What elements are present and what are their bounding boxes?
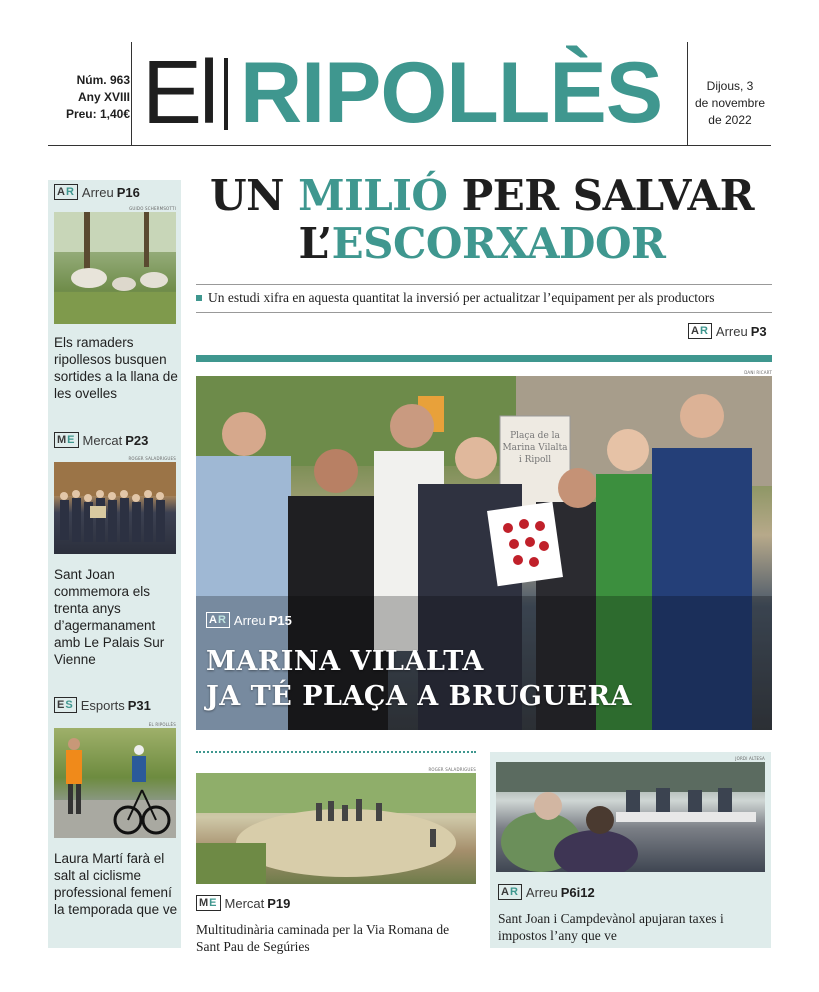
- section-tag-arreu[interactable]: [54, 184, 140, 200]
- page-ref: P6i12: [560, 884, 595, 900]
- sidebar-story-text[interactable]: Laura Martí farà el salt al ciclisme professional femení la temporada que ve: [54, 851, 178, 917]
- page-ref: P23: [125, 432, 149, 448]
- sign-text: Plaça de la: [510, 431, 560, 441]
- issue-price: Preu: 1,40€: [65, 107, 130, 121]
- date-line-1: Dijous, 3: [706, 79, 754, 93]
- page-ref: P31: [127, 697, 151, 713]
- section-tag-mercat[interactable]: [54, 432, 148, 448]
- issue-year: Any XVIII: [77, 90, 130, 104]
- main-story-title[interactable]: [206, 644, 766, 714]
- section-name: Arreu: [81, 184, 114, 200]
- section-code-badge: AR: [498, 884, 522, 900]
- section-code-badge: AR: [688, 323, 712, 339]
- logo-separator: [224, 58, 228, 130]
- section-name: Mercat: [224, 895, 265, 911]
- main-title-line-1: MARINA VILALTA: [206, 646, 484, 677]
- logo-prefix: El: [142, 43, 217, 143]
- dotted-divider: [196, 751, 476, 753]
- issue-number: Núm. 963: [76, 73, 130, 87]
- subhead-text: Un estudi xifra en aquesta quantitat la inversió per actualitzar l’equipament per als productors: [208, 290, 715, 305]
- section-name: Esports: [80, 697, 125, 713]
- section-name: Arreu: [525, 884, 558, 900]
- hike-photo[interactable]: [196, 773, 476, 884]
- section-code-badge: AR: [206, 612, 230, 628]
- headline-word-accent: MILIÓ: [298, 171, 448, 220]
- bottom-left-story-text[interactable]: Multitudinària caminada per la Via Romana de Sant Pau de Segúries: [196, 922, 450, 954]
- date-line-3: de 2022: [708, 113, 752, 127]
- section-name: Arreu: [715, 323, 748, 339]
- page-ref: P15: [268, 612, 292, 628]
- bottom-right-story-text[interactable]: Sant Joan i Campdevànol apujaran taxes i impostos l’any que ve: [498, 911, 724, 943]
- photo-credit: ROGER SALADRIGUES: [128, 456, 176, 461]
- date-line-2: de novembre: [694, 96, 766, 110]
- masthead-divider-left: [131, 42, 132, 146]
- main-title-line-2: JA TÉ PLAÇA A BRUGUERA: [206, 681, 632, 712]
- masthead-divider-right: [687, 42, 688, 146]
- cycling-photo[interactable]: [54, 728, 176, 838]
- headline-word-accent: ESCORXADOR: [331, 219, 666, 268]
- issue-info: [48, 72, 130, 123]
- subhead-rule-bottom: [196, 312, 772, 313]
- lead-headline[interactable]: [192, 172, 772, 268]
- issue-date: [690, 78, 770, 129]
- page-ref: P19: [267, 895, 291, 911]
- sidebar-story-text[interactable]: Els ramaders ripollesos busquen sortides a la llana de les ovelles: [54, 335, 178, 401]
- section-code-badge: ME: [196, 895, 221, 911]
- main-story-section-tag[interactable]: [206, 612, 292, 628]
- section-name: Arreu: [233, 612, 266, 628]
- lead-section-tag[interactable]: [688, 323, 767, 339]
- photo-credit: GUIDO SCHERMSOTTI: [129, 206, 176, 211]
- council-meeting-photo[interactable]: [496, 762, 765, 872]
- section-code-badge: AR: [54, 184, 78, 200]
- sidebar-story-text[interactable]: Sant Joan commemora els trenta anys d’agermanament amb Le Palais Sur Vienne: [54, 567, 165, 667]
- section-tag-esports[interactable]: [54, 697, 151, 713]
- teal-divider-bar: [196, 355, 772, 362]
- sign-text: Marina Vilalta: [502, 443, 568, 453]
- photo-credit: DANI RICART: [744, 370, 772, 375]
- section-code-badge: ES: [54, 697, 77, 713]
- section-name: Mercat: [82, 432, 123, 448]
- photo-credit: ROGER SALADRIGUES: [428, 767, 476, 772]
- subhead-rule-top: [196, 284, 772, 285]
- headline-word: L’: [298, 219, 332, 268]
- section-code-badge: ME: [54, 432, 79, 448]
- masthead-rule: [48, 145, 771, 146]
- sign-text: i Ripoll: [518, 455, 552, 465]
- bottom-right-section-tag[interactable]: [498, 884, 595, 900]
- newspaper-logo[interactable]: [142, 38, 670, 143]
- logo-name: RIPOLLÈS: [240, 45, 663, 141]
- twinning-ceremony-photo[interactable]: [54, 462, 176, 554]
- photo-credit: JORDI ALTESA: [735, 756, 765, 761]
- page-ref: P3: [750, 323, 767, 339]
- headline-word: PER SALVAR: [447, 171, 755, 220]
- sheep-photo[interactable]: [54, 212, 176, 324]
- lead-subhead: [196, 290, 772, 306]
- photo-credit: EL RIPOLLÈS: [148, 722, 176, 727]
- square-bullet-icon: [196, 295, 202, 301]
- page-ref: P16: [116, 184, 140, 200]
- bottom-left-section-tag[interactable]: [196, 895, 290, 911]
- headline-word: UN: [209, 171, 299, 220]
